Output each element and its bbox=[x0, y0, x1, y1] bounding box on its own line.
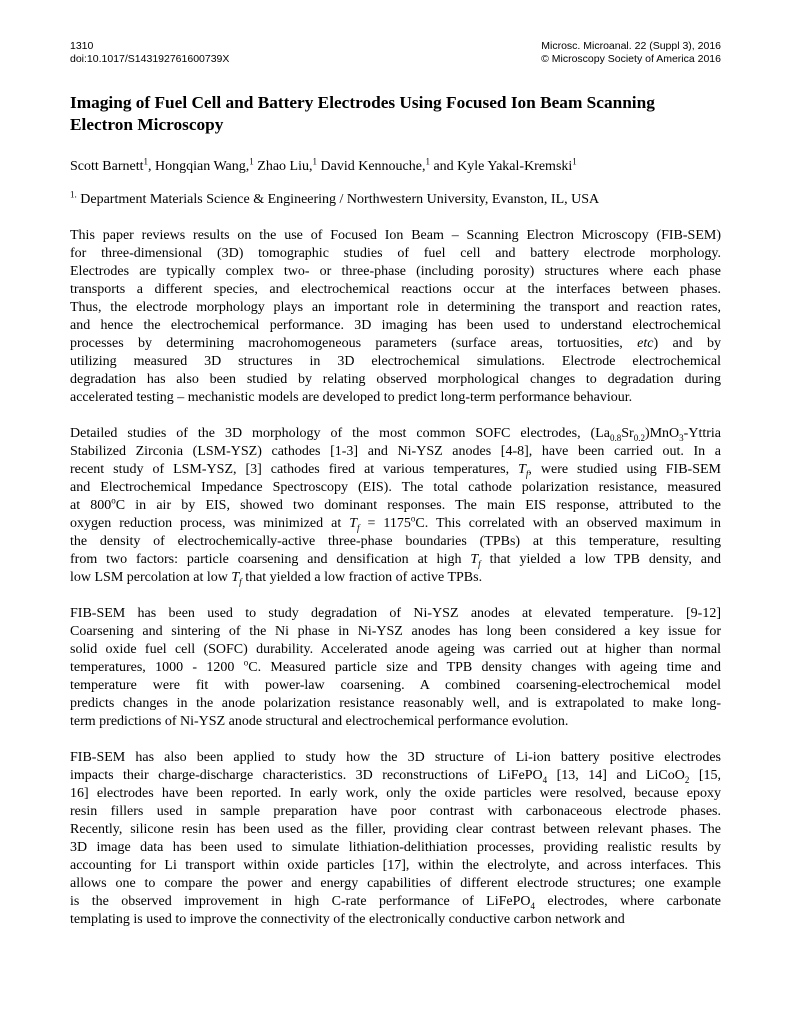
text-line bbox=[70, 461, 721, 479]
text-line bbox=[70, 371, 721, 389]
text-run: solid oxide fuel cell (SOFC) durability. Accelerated anode ageing was carried out at higher than normal bbox=[70, 642, 721, 657]
text-run: T bbox=[518, 462, 526, 477]
text-line bbox=[70, 353, 721, 371]
text-line bbox=[70, 875, 721, 893]
text-run: o bbox=[111, 495, 116, 506]
author-name: Zhao Liu, bbox=[257, 159, 313, 174]
text-run: 0.8 bbox=[609, 432, 622, 443]
paper-body bbox=[70, 92, 721, 947]
text-line bbox=[70, 605, 721, 623]
text-line bbox=[70, 497, 721, 515]
text-line bbox=[70, 299, 721, 317]
text-run: that yielded a low fraction of active TPBs. bbox=[241, 570, 483, 585]
text-run: Detailed studies of the 3D morphology of the most common SOFC electrodes, (La bbox=[70, 426, 610, 441]
text-line bbox=[70, 551, 721, 569]
text-run: This paper reviews results on the use of Focused Ion Beam – Scanning Electron Microscopy (FIB-SEM) bbox=[70, 228, 721, 243]
text-run: 3D image data has been used to simulate lithiation-delithiation processes, providing realistic results by bbox=[70, 840, 721, 855]
text-line bbox=[70, 389, 721, 407]
text-line bbox=[70, 803, 721, 821]
text-line bbox=[70, 749, 721, 767]
paper-title bbox=[70, 92, 721, 136]
author-separator: , bbox=[148, 159, 155, 174]
text-run: 16] electrodes have been reported. In early work, only the oxide particles were resolved, because epoxy bbox=[70, 786, 721, 801]
text-line bbox=[70, 857, 721, 875]
text-run: 0.2 bbox=[633, 432, 645, 443]
author-name: Hongqian Wang, bbox=[155, 159, 250, 174]
author-list bbox=[70, 158, 721, 176]
text-run: resin fillers used in sample preparation have poor contrast with carbonaceous electrode phases. bbox=[70, 804, 721, 819]
text-run: T bbox=[349, 516, 358, 531]
text-line bbox=[70, 839, 721, 857]
text-run: at 800 bbox=[70, 498, 112, 513]
text-line bbox=[70, 245, 721, 263]
text-run: [15, bbox=[689, 768, 722, 783]
page-number: 1310 bbox=[70, 40, 94, 52]
text-line bbox=[70, 911, 721, 929]
text-line bbox=[70, 713, 721, 731]
text-run: that yielded a low TPB density, and bbox=[480, 552, 721, 567]
text-run: Thus, the electrode morphology plays an important role in determining the transport and reaction rates, bbox=[70, 300, 721, 315]
text-run: processes by determining macrohomogeneous parameters (surface areas, tortuosities, bbox=[70, 336, 638, 351]
text-line bbox=[70, 515, 721, 533]
text-run: )MnO bbox=[644, 426, 680, 441]
title-line: Electron Microscopy bbox=[70, 115, 224, 134]
text-run: low LSM percolation at low bbox=[70, 570, 232, 585]
text-run: electrodes, where carbonate bbox=[535, 894, 721, 909]
text-line bbox=[70, 569, 721, 587]
text-line bbox=[70, 425, 721, 443]
text-run: Recently, silicone resin has been used as the filler, providing clear contrast between relevant phases. The bbox=[70, 822, 721, 837]
text-run: Electrodes are typically complex two- or three-phase (including porosity) structures where each phase bbox=[70, 264, 721, 279]
text-run: = 1175 bbox=[359, 516, 411, 531]
text-run: accelerated testing – mechanistic models are developed to predict long-term performance behaviour. bbox=[70, 390, 633, 405]
text-run: 3 bbox=[679, 432, 684, 443]
text-run: o bbox=[243, 657, 249, 668]
text-run: and Electrochemical Impedance Spectroscopy (EIS). The total cathode polarization resistance, measured bbox=[70, 480, 721, 495]
text-line bbox=[70, 443, 721, 461]
text-run: , were studied using FIB-SEM bbox=[528, 462, 722, 477]
text-run: 4 bbox=[542, 774, 548, 785]
text-line bbox=[70, 479, 721, 497]
text-run: term predictions of Ni-YSZ anode structural and electrochemical performance evolution. bbox=[70, 714, 569, 729]
text-line bbox=[70, 227, 721, 245]
author-affiliation-mark: 1 bbox=[425, 156, 430, 167]
text-run: f bbox=[478, 558, 481, 569]
text-line bbox=[70, 695, 721, 713]
author-affiliation-mark: 1 bbox=[143, 156, 148, 167]
body-paragraph bbox=[70, 425, 721, 587]
text-line bbox=[70, 641, 721, 659]
text-line bbox=[70, 533, 721, 551]
text-line bbox=[70, 893, 721, 911]
text-run: allows one to compare the power and energy capabilities of different electrode structures; one example bbox=[70, 876, 721, 891]
text-run: C in air by EIS, showed two dominant responses. The main EIS response, attributed to the bbox=[115, 498, 722, 513]
text-run: 2 bbox=[684, 774, 690, 785]
author-name: Scott Barnett bbox=[70, 159, 144, 174]
author-affiliation-mark: 1 bbox=[249, 156, 254, 167]
text-run: 4 bbox=[530, 900, 536, 911]
copyright: © Microscopy Society of America 2016 bbox=[541, 53, 721, 65]
text-run: ) and by bbox=[653, 336, 721, 351]
doi: doi:10.1017/S143192761600739X bbox=[70, 53, 230, 65]
text-run: recent study of LSM-YSZ, [3] cathodes fired at various temperatures, bbox=[70, 462, 519, 477]
journal-citation: Microsc. Microanal. 22 (Suppl 3), 2016 bbox=[541, 40, 721, 52]
text-line bbox=[70, 785, 721, 803]
text-run: Stabilized Zirconia (LSM-YSZ) cathodes [1-3] and Ni-YSZ anodes [4-8], have been carried out. In a bbox=[70, 444, 721, 459]
text-run: etc bbox=[637, 336, 654, 351]
text-line bbox=[70, 767, 721, 785]
text-run: utilizing measured 3D structures in 3D electrochemical simulations. Electrode electrochemical bbox=[70, 354, 721, 369]
paragraphs bbox=[70, 227, 721, 929]
text-run: for three-dimensional (3D) tomographic studies of fuel cell and battery electrode morphology. bbox=[70, 246, 721, 261]
text-run: T bbox=[470, 552, 479, 567]
text-run: f bbox=[239, 576, 242, 587]
author-name: and Kyle Yakal-Kremski bbox=[433, 159, 573, 174]
text-run: and hence the electrochemical performance. 3D imaging has been used to understand electrochemical bbox=[70, 318, 721, 333]
text-run: accounting for Li transport within oxide particles [17], within the electrolyte, and across interfaces. This bbox=[70, 858, 721, 873]
text-run: degradation has also been studied by relating observed morphological changes to degradation during bbox=[70, 372, 721, 387]
affiliation-marker: 1. bbox=[70, 189, 77, 200]
text-line bbox=[70, 335, 721, 353]
text-run: FIB-SEM has also been applied to study how the 3D structure of Li-ion battery positive electrodes bbox=[70, 750, 721, 765]
running-header-right bbox=[541, 40, 721, 66]
text-run: o bbox=[410, 513, 416, 524]
text-line bbox=[70, 281, 721, 299]
author-name: David Kennouche, bbox=[320, 159, 426, 174]
text-run: from two factors: particle coarsening and densification at high bbox=[70, 552, 471, 567]
text-run: is the observed improvement in high C-rate performance of LiFePO bbox=[70, 894, 531, 909]
text-line bbox=[70, 821, 721, 839]
running-header-left bbox=[70, 40, 229, 66]
title-line: Imaging of Fuel Cell and Battery Electrodes Using Focused Ion Beam Scanning bbox=[70, 93, 655, 112]
text-run: temperature were fit with power-law coarsening. A combined coarsening-electrochemical model bbox=[70, 678, 721, 693]
author-affiliation-mark: 1 bbox=[312, 156, 317, 167]
body-paragraph bbox=[70, 749, 721, 929]
text-run: predicts changes in the anode polarization resistance reasonably well, and is extrapolated to make long- bbox=[70, 696, 721, 711]
text-run: temperatures, 1000 - 1200 bbox=[70, 660, 244, 675]
text-run: FIB-SEM has been used to study degradation of Ni-YSZ anodes at elevated temperature. [9-12] bbox=[70, 606, 721, 621]
text-line bbox=[70, 659, 721, 677]
text-run: [13, 14] and LiCoO bbox=[547, 768, 685, 783]
body-paragraph bbox=[70, 227, 721, 407]
text-line bbox=[70, 317, 721, 335]
text-line bbox=[70, 677, 721, 695]
text-run: C. Measured particle size and TPB density changes with ageing time and bbox=[248, 660, 721, 675]
text-run: f bbox=[357, 522, 360, 533]
text-run: -Yttria bbox=[683, 426, 721, 441]
text-run: the density of electrochemically-active three-phase boundaries (TPBs) at this temperature, resulting bbox=[70, 534, 721, 549]
text-run: Coarsening and sintering of the Ni phase in Ni-YSZ anodes has long been considered a key issue for bbox=[70, 624, 721, 639]
text-run: oxygen reduction process, was minimized at bbox=[70, 516, 350, 531]
text-run: C. This correlated with an observed maximum in bbox=[415, 516, 721, 531]
affiliation-text: Department Materials Science & Engineering / Northwestern University, Evanston, IL, USA bbox=[76, 192, 600, 207]
author-affiliation-mark: 1 bbox=[572, 156, 577, 167]
text-run: f bbox=[525, 468, 529, 479]
text-run: templating is used to improve the connectivity of the electronically conductive carbon network and bbox=[70, 912, 625, 927]
affiliation bbox=[70, 191, 721, 209]
text-run: transports a different species, and electrochemical reactions occur at the interfaces between phases. bbox=[70, 282, 721, 297]
body-paragraph bbox=[70, 605, 721, 731]
text-run: impacts their charge-discharge characteristics. 3D reconstructions of LiFePO bbox=[70, 768, 543, 783]
text-line bbox=[70, 623, 721, 641]
text-run: Sr bbox=[621, 426, 634, 441]
text-line bbox=[70, 263, 721, 281]
text-run: T bbox=[231, 570, 240, 585]
